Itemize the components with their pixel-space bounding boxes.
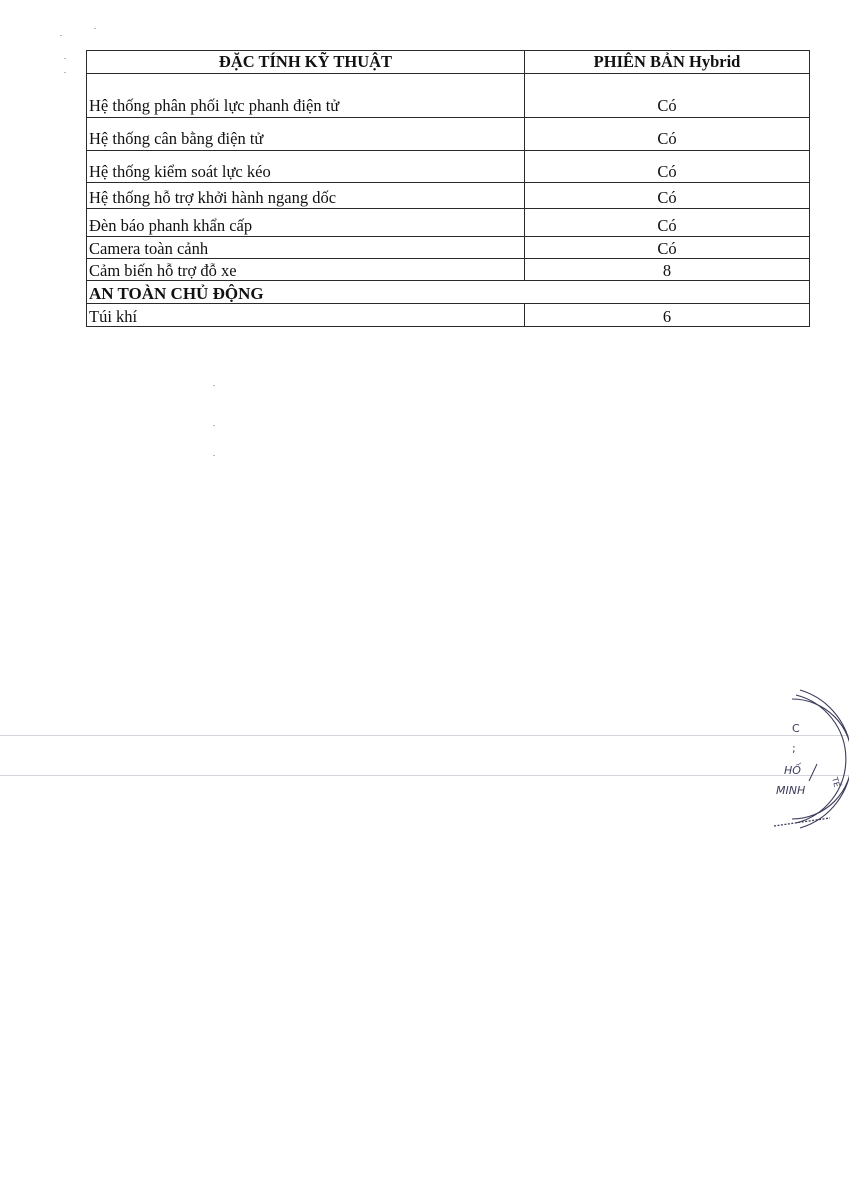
scan-speck	[213, 385, 215, 386]
row-label: Hệ thống cân bằng điện tử	[87, 118, 525, 151]
row-value: Có	[525, 183, 810, 209]
stamp-fragment: MINH	[776, 784, 806, 797]
table-row	[87, 259, 810, 281]
row-value: 6	[525, 304, 810, 327]
scan-speck	[94, 28, 96, 29]
row-label: Túi khí	[87, 304, 525, 327]
row-value: Có	[525, 74, 810, 118]
table-header-row	[87, 51, 810, 74]
row-value: 8	[525, 259, 810, 281]
section-title: AN TOÀN CHỦ ĐỘNG	[87, 281, 810, 304]
scan-speck	[64, 72, 66, 73]
scan-line	[0, 735, 849, 736]
row-value: Có	[525, 237, 810, 259]
seal-stamp	[752, 686, 849, 836]
table-row	[87, 151, 810, 183]
row-value: Có	[525, 209, 810, 237]
row-value: Có	[525, 151, 810, 183]
row-label: Cảm biến hỗ trợ đỗ xe	[87, 259, 525, 281]
row-value: Có	[525, 118, 810, 151]
scan-speck	[213, 425, 215, 426]
section-row	[87, 281, 810, 304]
scan-speck	[213, 455, 215, 456]
table-row	[87, 74, 810, 118]
table-row	[87, 183, 810, 209]
stamp-fragment: C	[792, 722, 800, 735]
header-version: PHIÊN BẢN Hybrid	[525, 51, 810, 74]
row-label: Camera toàn cảnh	[87, 237, 525, 259]
scan-speck	[60, 35, 62, 36]
scan-speck	[64, 58, 66, 59]
stamp-fragment: HỐ	[784, 764, 801, 777]
table-row	[87, 304, 810, 327]
row-label: Hệ thống phân phối lực phanh điện tử	[87, 74, 525, 118]
table-row	[87, 209, 810, 237]
row-label: Hệ thống hỗ trợ khởi hành ngang dốc	[87, 183, 525, 209]
table-row	[87, 118, 810, 151]
row-label: Đèn báo phanh khẩn cấp	[87, 209, 525, 237]
stamp-fragment: ;	[792, 742, 796, 755]
header-spec: ĐẶC TÍNH KỸ THUẬT	[87, 51, 525, 74]
table-row	[87, 237, 810, 259]
row-label: Hệ thống kiểm soát lực kéo	[87, 151, 525, 183]
scan-line	[0, 775, 849, 776]
stamp-fragment: TẾ	[830, 776, 842, 789]
spec-table	[86, 50, 810, 327]
